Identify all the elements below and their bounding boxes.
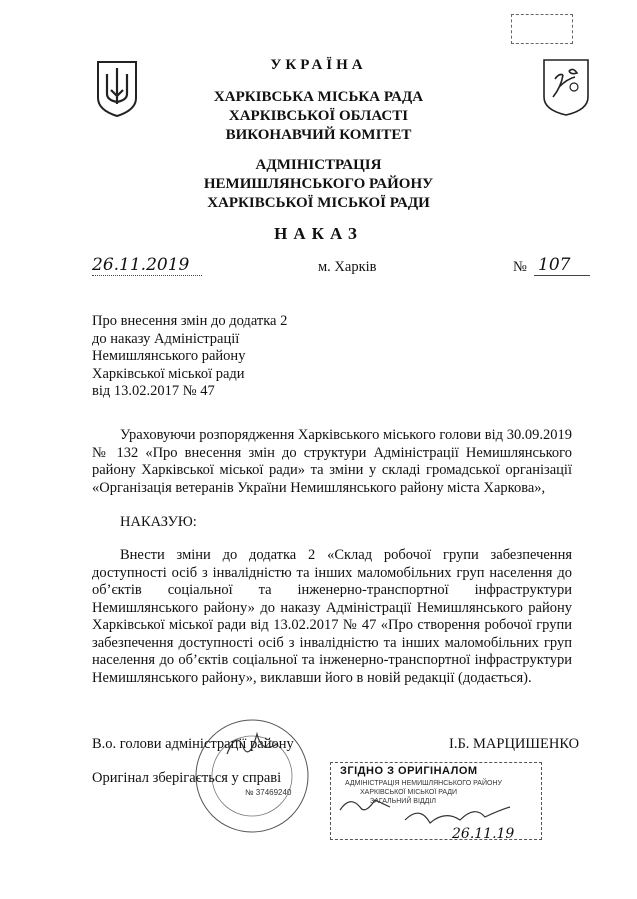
council-line: ХАРКІВСЬКОЇ ОБЛАСТІ (228, 108, 409, 124)
council-line: ХАРКІВСЬКА МІСЬКА РАДА (213, 89, 424, 105)
handwritten-signature (222, 724, 282, 764)
approval-stamp-line: ХАРКІВСЬКОЇ МІСЬКОЇ РАДИ (360, 789, 458, 796)
document-type: НАКАЗ (274, 224, 363, 243)
admin-line: НЕМИШЛЯНСЬКОГО РАЙОНУ (203, 176, 434, 192)
number-prefix: № (513, 259, 527, 275)
preamble-paragraph: Ураховуючи розпорядження Харківського міського голови від 30.09.2019 № 132 «Про внесення змін до структури Адміністрації Немишлянського району Харківської міської ради» та зміни у складі громадської організації «Організація ветеранів України Немишлянського району міста Харкова», (92, 427, 572, 496)
subject-line: до наказу Адміністрації (92, 330, 240, 347)
subject-line: Немишлянського району (92, 348, 246, 364)
approval-stamp-line: ЗАГАЛЬНИЙ ВІДДІЛ (370, 798, 436, 805)
corner-stamp (511, 14, 573, 44)
subject-line: Про внесення змін до додатка 2 (92, 313, 288, 329)
approval-stamp-title: ЗГІДНО З ОРИГІНАЛОМ (340, 765, 478, 777)
admin-line: ХАРКІВСЬКОЇ МІСЬКОЇ РАДИ (207, 195, 430, 211)
order-word: НАКАЗУЮ: (120, 514, 197, 530)
seal-number: № 37469240 (245, 788, 292, 797)
number-underline (534, 275, 590, 276)
original-note: Оригінал зберігається у справі (92, 770, 282, 786)
subject-block (92, 313, 287, 401)
subject-line: від 13.02.2017 № 47 (92, 383, 215, 399)
country-title: УКРАЇНА (270, 57, 367, 73)
council-header (0, 88, 637, 145)
approval-stamp-line: АДМІНІСТРАЦІЯ НЕМИШЛЯНСЬКОГО РАЙОНУ (345, 780, 502, 787)
admin-header (0, 156, 637, 213)
order-number: 107 (538, 255, 571, 275)
date-underline (92, 275, 202, 276)
signature-name: І.Б. МАРЦИШЕНКО (449, 736, 580, 752)
approval-stamp-date: 26.11.19 (452, 826, 515, 842)
admin-line: АДМІНІСТРАЦІЯ (255, 157, 382, 173)
subject-line: Харківської міської ради (92, 365, 245, 382)
signature-position: В.о. голови адміністрації району (92, 736, 294, 752)
order-body-paragraph: Внести зміни до додатка 2 «Склад робочої групи забезпечення доступності осіб з інвалідністю та інших маломобільних груп населення до об’єктів соціальної та інженерно-транспортної інфраструктури Немишлянського району» до наказу Адміністрації Немишлянського району Харківської міської ради від 13.02.2017 № 47 «Про створення робочої групи забезпечення доступності осіб з інвалідністю та інших маломобільних груп населення до об’єктів соціальної та інженерно-транспортної інфраструктури Немишлянського району», виклавши його в новій редакції (додається). (92, 547, 572, 686)
council-line: ВИКОНАВЧИЙ КОМІТЕТ (225, 127, 412, 143)
order-date: 26.11.2019 (92, 255, 190, 275)
city: м. Харків (318, 259, 377, 275)
